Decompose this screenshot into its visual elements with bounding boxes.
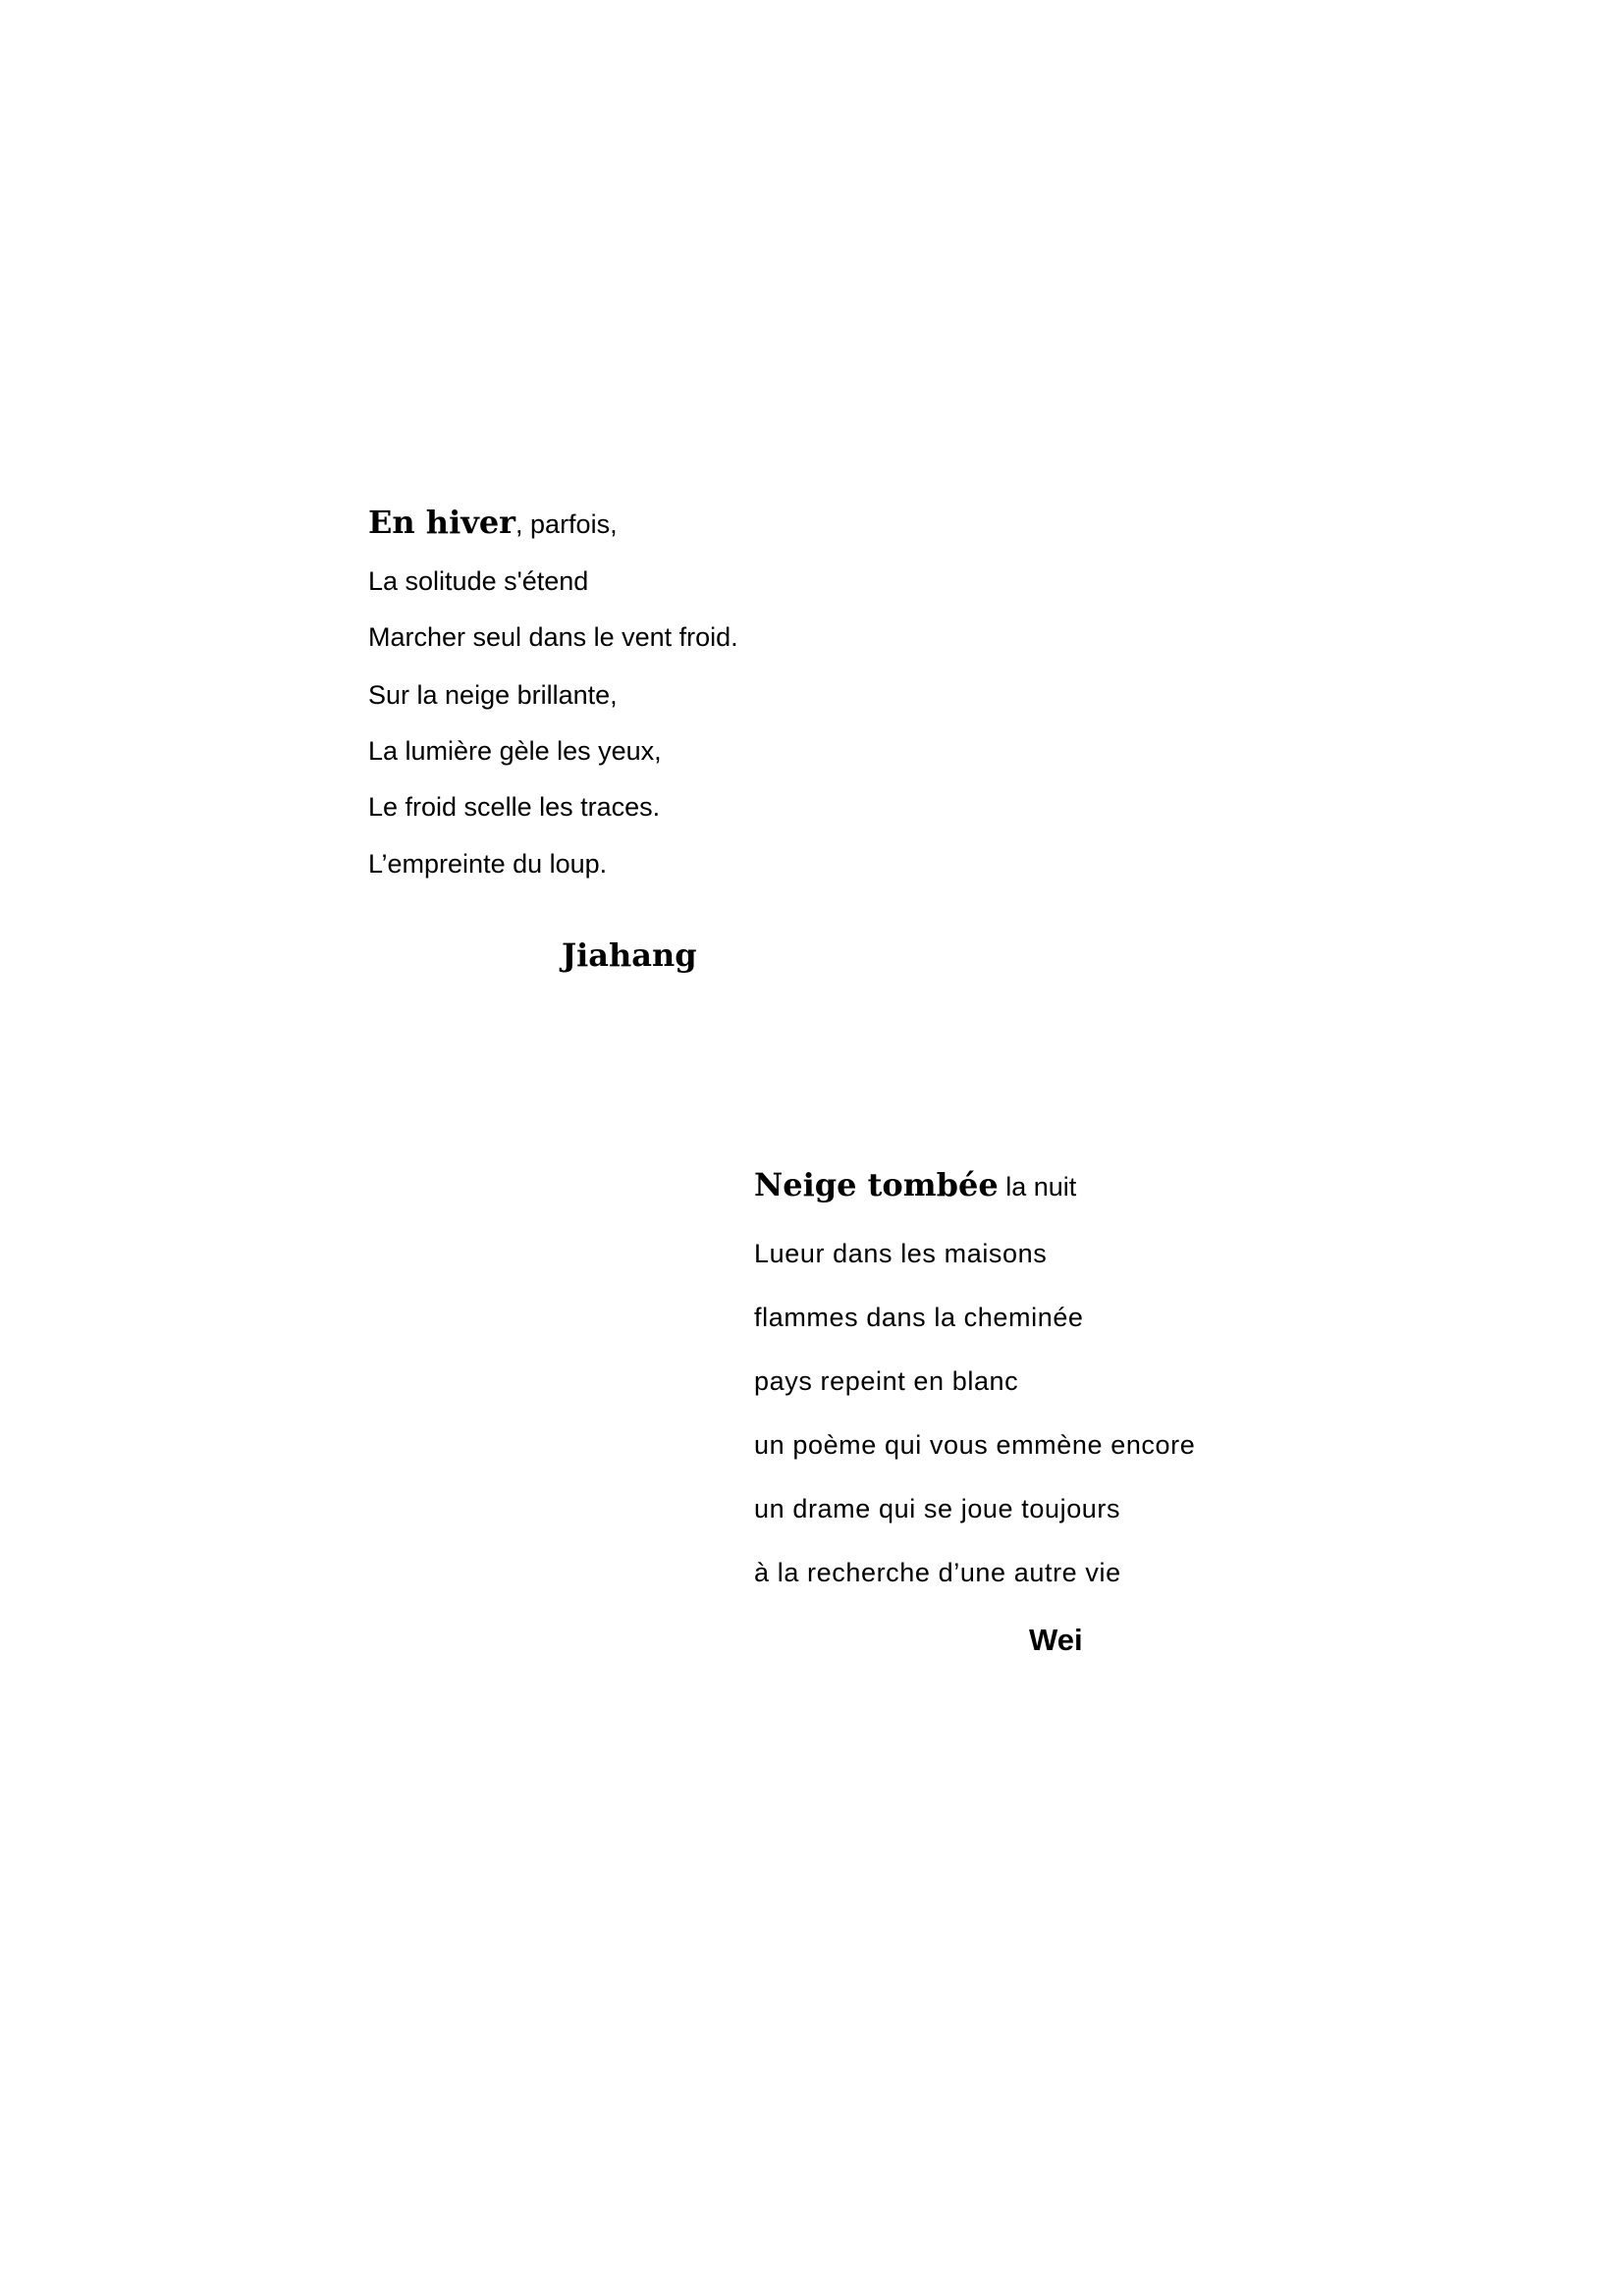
poem-author: Wei	[1029, 1623, 1083, 1657]
poem-line: Lueur dans les maisons	[754, 1239, 1048, 1268]
poem-line: La lumière gèle les yeux,	[368, 736, 662, 766]
poem-line: Le froid scelle les traces.	[368, 792, 661, 822]
poem-line: Marcher seul dans le vent froid.	[368, 622, 738, 652]
poem-line: pays repeint en blanc	[754, 1366, 1019, 1396]
poem-title-bold: En hiver	[368, 504, 516, 541]
poem-line: un drame qui se joue toujours	[754, 1494, 1121, 1523]
poem-author: Jiahang	[562, 936, 697, 974]
poem-line: à la recherche d’une autre vie	[754, 1558, 1121, 1587]
poem-line: L’empreinte du loup.	[368, 849, 608, 879]
poem-title	[368, 504, 618, 541]
poem-title	[754, 1166, 1077, 1203]
poem-line: La solitude s'étend	[368, 566, 589, 596]
poem-title-rest: , parfois,	[515, 509, 618, 539]
poem-line: un poème qui vous emmène encore	[754, 1430, 1196, 1460]
poem-line: Sur la neige brillante,	[368, 680, 618, 710]
poem-title-rest: la nuit	[998, 1172, 1077, 1201]
poem-line: flammes dans la cheminée	[754, 1303, 1084, 1332]
poem-title-bold: Neige tombée	[754, 1166, 999, 1203]
